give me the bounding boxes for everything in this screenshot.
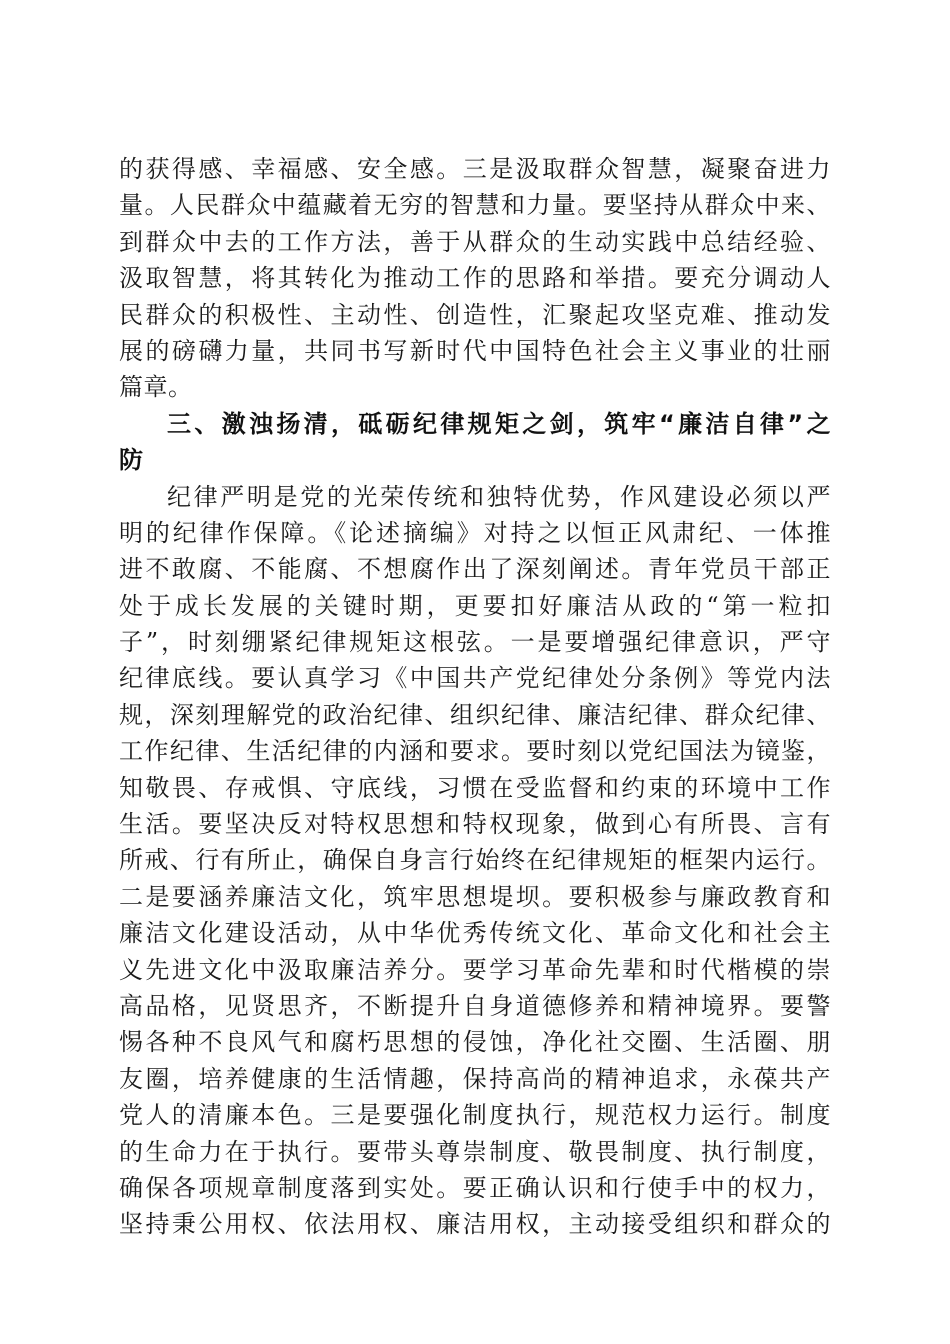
- text-line: 义先进文化中汲取廉洁养分。要学习革命先辈和时代楷模的崇: [119, 955, 831, 984]
- paragraph-continuation: [119, 151, 831, 406]
- text-line: 子”，时刻绷紧纪律规矩这根弦。一是要增强纪律意识，严守: [119, 628, 831, 657]
- text-line: 的生命力在于执行。要带头尊崇制度、敬畏制度、执行制度，: [119, 1137, 831, 1166]
- heading-line: 三、激浊扬清，砥砺纪律规矩之剑，筑牢“廉洁自律”之: [167, 409, 831, 438]
- text-line: 高品格，见贤思齐，不断提升自身道德修养和精神境界。要警: [119, 991, 831, 1020]
- text-line: 廉洁文化建设活动，从中华优秀传统文化、革命文化和社会主: [119, 919, 831, 948]
- text-line: 的获得感、幸福感、安全感。三是汲取群众智慧，凝聚奋进力: [119, 155, 831, 183]
- text-line: 所戒、行有所止，确保自身言行始终在纪律规矩的框架内运行。: [119, 846, 831, 875]
- text-line: 工作纪律、生活纪律的内涵和要求。要时刻以党纪国法为镜鉴，: [119, 737, 831, 766]
- section-heading: [119, 406, 831, 479]
- text-line: 惕各种不良风气和腐朽思想的侵蚀，净化社交圈、生活圈、朋: [119, 1028, 831, 1057]
- text-line: 到群众中去的工作方法，善于从群众的生动实践中总结经验、: [119, 227, 831, 256]
- document-body: [119, 151, 831, 1243]
- text-line: 明的纪律作保障。《论述摘编》对持之以恒正风肃纪、一体推: [119, 518, 831, 547]
- text-line: 党人的清廉本色。三是要强化制度执行，规范权力运行。制度: [119, 1101, 831, 1130]
- text-line: 纪律严明是党的光荣传统和独特优势，作风建设必须以严: [167, 482, 831, 511]
- text-line: 篇章。: [119, 373, 193, 402]
- text-line: 二是要涵养廉洁文化，筑牢思想堤坝。要积极参与廉政教育和: [119, 882, 831, 911]
- text-line: 友圈，培养健康的生活情趣，保持高尚的精神追求，永葆共产: [119, 1064, 831, 1093]
- text-line: 生活。要坚决反对特权思想和特权现象，做到心有所畏、言有: [119, 810, 831, 839]
- paragraph-discipline: [119, 479, 831, 1243]
- text-line: 知敬畏、存戒惧、守底线，习惯在受监督和约束的环境中工作: [119, 773, 831, 802]
- text-line: 规，深刻理解党的政治纪律、组织纪律、廉洁纪律、群众纪律、: [119, 700, 831, 729]
- text-line: 民群众的积极性、主动性、创造性，汇聚起攻坚克难、推动发: [119, 300, 831, 329]
- text-line: 进不敢腐、不能腐、不想腐作出了深刻阐述。青年党员干部正: [119, 555, 831, 584]
- text-line: 确保各项规章制度落到实处。要正确认识和行使手中的权力，: [119, 1173, 831, 1202]
- text-line: 纪律底线。要认真学习《中国共产党纪律处分条例》等党内法: [119, 664, 831, 693]
- text-line: 处于成长发展的关键时期，更要扣好廉洁从政的“第一粒扣: [119, 591, 831, 620]
- text-line: 展的磅礴力量，共同书写新时代中国特色社会主义事业的壮丽: [119, 336, 831, 365]
- heading-line: 防: [119, 446, 144, 475]
- text-line: 量。人民群众中蕴藏着无穷的智慧和力量。要坚持从群众中来、: [119, 191, 831, 220]
- text-line: 坚持秉公用权、依法用权、廉洁用权，主动接受组织和群众的: [119, 1210, 831, 1239]
- text-line: 汲取智慧，将其转化为推动工作的思路和举措。要充分调动人: [119, 264, 831, 293]
